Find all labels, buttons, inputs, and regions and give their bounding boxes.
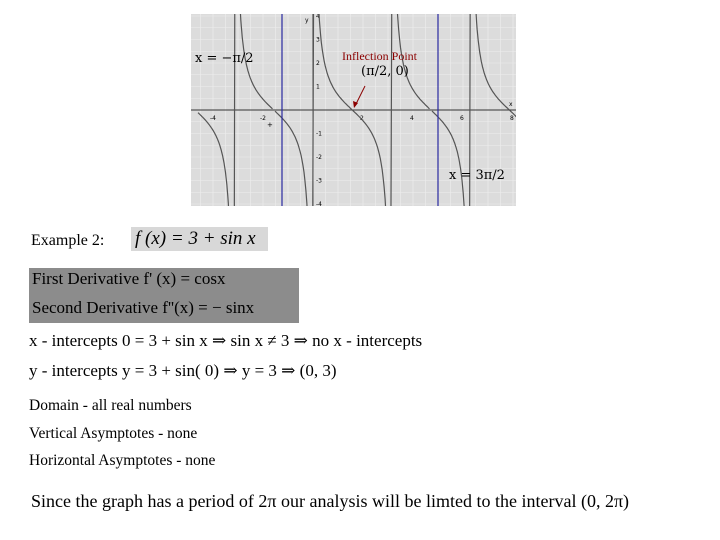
- y-tick-label: 2: [316, 60, 320, 67]
- example-function: f (x) = 3 + sin x: [131, 227, 268, 251]
- tangent-graph: [191, 14, 516, 206]
- y-intercepts: y - intercepts y = 3 + sin( 0) ⇒ y = 3 ⇒ (0, 3): [29, 361, 337, 380]
- y-tick-label: -3: [316, 177, 322, 185]
- right-asymptote-label: x = 3π/2: [449, 168, 505, 183]
- horizontal-asymptotes: Horizontal Asymptotes - none: [29, 452, 216, 469]
- inflection-point-label: (π/2, 0): [361, 64, 409, 79]
- inflection-title: Inflection Point: [342, 49, 417, 63]
- x-tick-label: 8: [510, 115, 514, 122]
- y-tick-label: 1: [316, 83, 320, 91]
- y-axis-label: y: [305, 17, 309, 24]
- origin-mark: +: [267, 121, 273, 129]
- x-tick-label: -4: [210, 115, 216, 122]
- x-tick-label: 4: [410, 115, 414, 122]
- y-tick-label: -2: [316, 154, 322, 161]
- x-tick-label: -2: [260, 115, 266, 122]
- x-axis-label: x: [509, 101, 513, 108]
- x-tick-label: 2: [360, 115, 364, 122]
- y-tick-label: -4: [316, 201, 322, 206]
- y-tick-label: -1: [316, 130, 322, 138]
- first-derivative: First Derivative f' (x) = cosx: [32, 269, 226, 288]
- y-tick-label: 4: [316, 14, 320, 20]
- left-asymptote-label: x = −π/2: [195, 51, 254, 66]
- x-tick-label: 6: [460, 115, 464, 122]
- y-tick-label: 3: [316, 36, 320, 44]
- x-intercepts: x - intercepts 0 = 3 + sin x ⇒ sin x ≠ 3 ⇒ no x - intercepts: [29, 331, 423, 350]
- domain: Domain - all real numbers: [29, 397, 192, 414]
- vertical-asymptotes: Vertical Asymptotes - none: [29, 425, 198, 442]
- example-label: Example 2:: [31, 232, 105, 249]
- period-note: Since the graph has a period of 2π our analysis will be limted to the interval (0, 2π): [31, 491, 630, 511]
- second-derivative: Second Derivative f''(x) = − sinx: [32, 298, 255, 317]
